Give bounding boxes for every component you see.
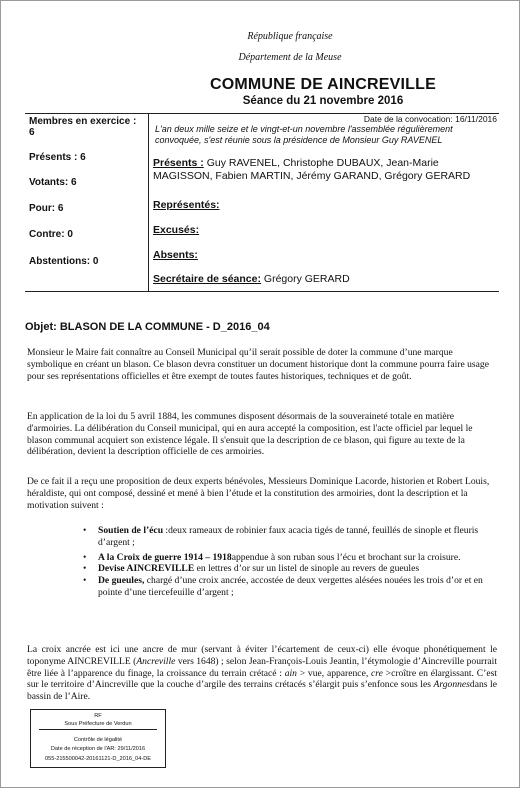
representes-row [153, 199, 499, 212]
presents-count: Présents : 6 [29, 152, 86, 163]
excuses-label: Excusés: [153, 224, 200, 236]
bullet-term: Devise AINCREVILLE [98, 563, 195, 575]
list-item [83, 575, 499, 599]
bullet-term: Soutien de l’écu [98, 525, 164, 536]
stamp-divider [39, 729, 157, 730]
prefecture-stamp [30, 709, 166, 768]
commune-title: COMMUNE DE AINCREVILLE [209, 76, 437, 93]
absents-label: Absents: [153, 249, 198, 261]
bullet-icon: • [83, 575, 87, 587]
stamp-controle: Contrôle de légalité [73, 737, 123, 743]
croix-text-b: vers 1648) ; selon Jean-François-Louis Jeantin, l’étymologie d’Aincreville pourrait être liée à l’apparence du finage, la croissance du terrain crétacé : [27, 655, 497, 679]
croix-text-e: dans le bassin de l’Aire. [27, 679, 497, 703]
secretaire-row [153, 273, 499, 286]
croix-ain: ain [284, 667, 297, 679]
membres-value: 6 [29, 127, 35, 138]
pour-count: Pour: 6 [29, 203, 64, 214]
excuses-row [153, 224, 499, 237]
representes-label: Représentés: [153, 199, 220, 211]
bullet-text: en lettres d’or sur un listel de sinople au revers de gueules [194, 563, 420, 575]
paragraph-intro: Monsieur le Maire fait connaître au Conseil Municipal qu’il serait possible de doter la commune d’une marque symbolique en créant un blason. Ce blason devra constituer un document historique dont la commune pourra faire usage pour ses représentations officielles et être exempt de toutes fautes historiques, techniques et de goût. [27, 347, 489, 382]
bullet-text: appendue à son ruban sous l’écu et brochant sur la croisure. [231, 551, 461, 563]
croix-cre: cre [371, 667, 383, 679]
list-item [83, 525, 499, 549]
stamp-reference: 055-215500042-20161121-D_2016_04-DE [45, 756, 151, 762]
republique-label: République française [247, 31, 333, 42]
presents-list [153, 157, 499, 183]
convocation-date: Date de la convocation: 16/11/2016 [363, 114, 497, 124]
presents-names: Guy RAVENEL, Christophe DUBAUX, Jean-Marie MAGISSON, Fabien MARTIN, Jérémy GARAND, Grégory GERARD [153, 157, 471, 182]
abstentions-count: Abstentions: 0 [29, 256, 99, 267]
list-item [83, 552, 499, 564]
croix-text-d: >croître en élargissant. C’est sur le territoire d’Aincreville que la couche d’argile des terrains crétacés s’élargit puis s’enfonce sous les [27, 667, 497, 691]
croix-argonnes: Argonnes [433, 679, 470, 691]
croix-text-c: > vue, apparence, [296, 667, 371, 679]
bullet-term: De gueules, [98, 575, 145, 587]
bullet-text: chargé d’une croix ancrée, accostée de deux vergettes alésées nouées les trois d’or et en pointe d’une tiercefeuille d’argent ; [98, 575, 483, 598]
contre-count: Contre: 0 [29, 229, 73, 240]
column-divider [148, 113, 149, 291]
stamp-rf: RF [94, 713, 102, 719]
bullet-icon: • [83, 525, 87, 536]
paragraph-experts: De ce fait il a reçu une proposition de deux experts bénévoles, Messieurs Dominique Lacorde, historien et Robert Louis, héraldiste, qui ont composé, dessiné et mené à bien l’étude et la constitution des armoiries, dont la description et la motivation suivent : [27, 476, 490, 511]
blason-description-list [83, 525, 499, 599]
croix-text-a: La croix ancrée est ici une ancre de mur (servant à éviter l’écartement de ceux-ci) elle évoque phonétiquement le toponyme AINCREVILLE ( [27, 644, 497, 667]
seance-date: Séance du 21 novembre 2016 [242, 95, 404, 107]
bullet-term: A la Croix de guerre 1914 – 1918 [98, 551, 232, 563]
secretaire-name: Grégory GERARD [260, 273, 350, 285]
paragraph-croix [27, 644, 497, 703]
section-divider [25, 291, 499, 292]
votants-count: Votants: 6 [29, 177, 77, 188]
objet-title: Objet: BLASON DE LA COMMUNE - D_2016_04 [25, 321, 270, 333]
stamp-reception: Date de réception de l'AR: 29/11/2016 [50, 746, 146, 752]
bullet-icon: • [83, 563, 87, 575]
absents-row [153, 249, 499, 262]
meeting-intro: L'an deux mille seize et le vingt-et-un novembre l'assemblée régulièrement convoquée, s'est réunie sous la présidence de Monsieur Guy RAVENEL [155, 124, 453, 145]
departement-label: Département de la Meuse [238, 52, 342, 63]
paragraph-loi: En application de la loi du 5 avril 1884, les communes disposent désormais de la souveraineté totale en matière d'armoiries. La délibération du Conseil municipal, qui en aura accepté la composition, est l'acte officiel par lequel le blason communal acquiert son existence légale. Il s'ensuit que la description de ce blason, qui figure au texte de la délibération, devient la description officielle de ces armoiries. [27, 411, 473, 458]
croix-ancreville: Ancreville [136, 655, 176, 667]
presents-label: Présents : [153, 157, 204, 169]
stamp-prefecture: Sous Préfecture de Verdun [64, 721, 132, 727]
bullet-icon: • [83, 551, 87, 563]
secretaire-label: Secrétaire de séance: [153, 273, 261, 285]
membres-label: Membres en exercice : [29, 116, 137, 127]
list-item [83, 563, 499, 575]
bullet-text: :deux rameaux de robinier faux acacia tigés de tanné, feuillés de sinople et fleuris d’argent ; [98, 525, 479, 548]
